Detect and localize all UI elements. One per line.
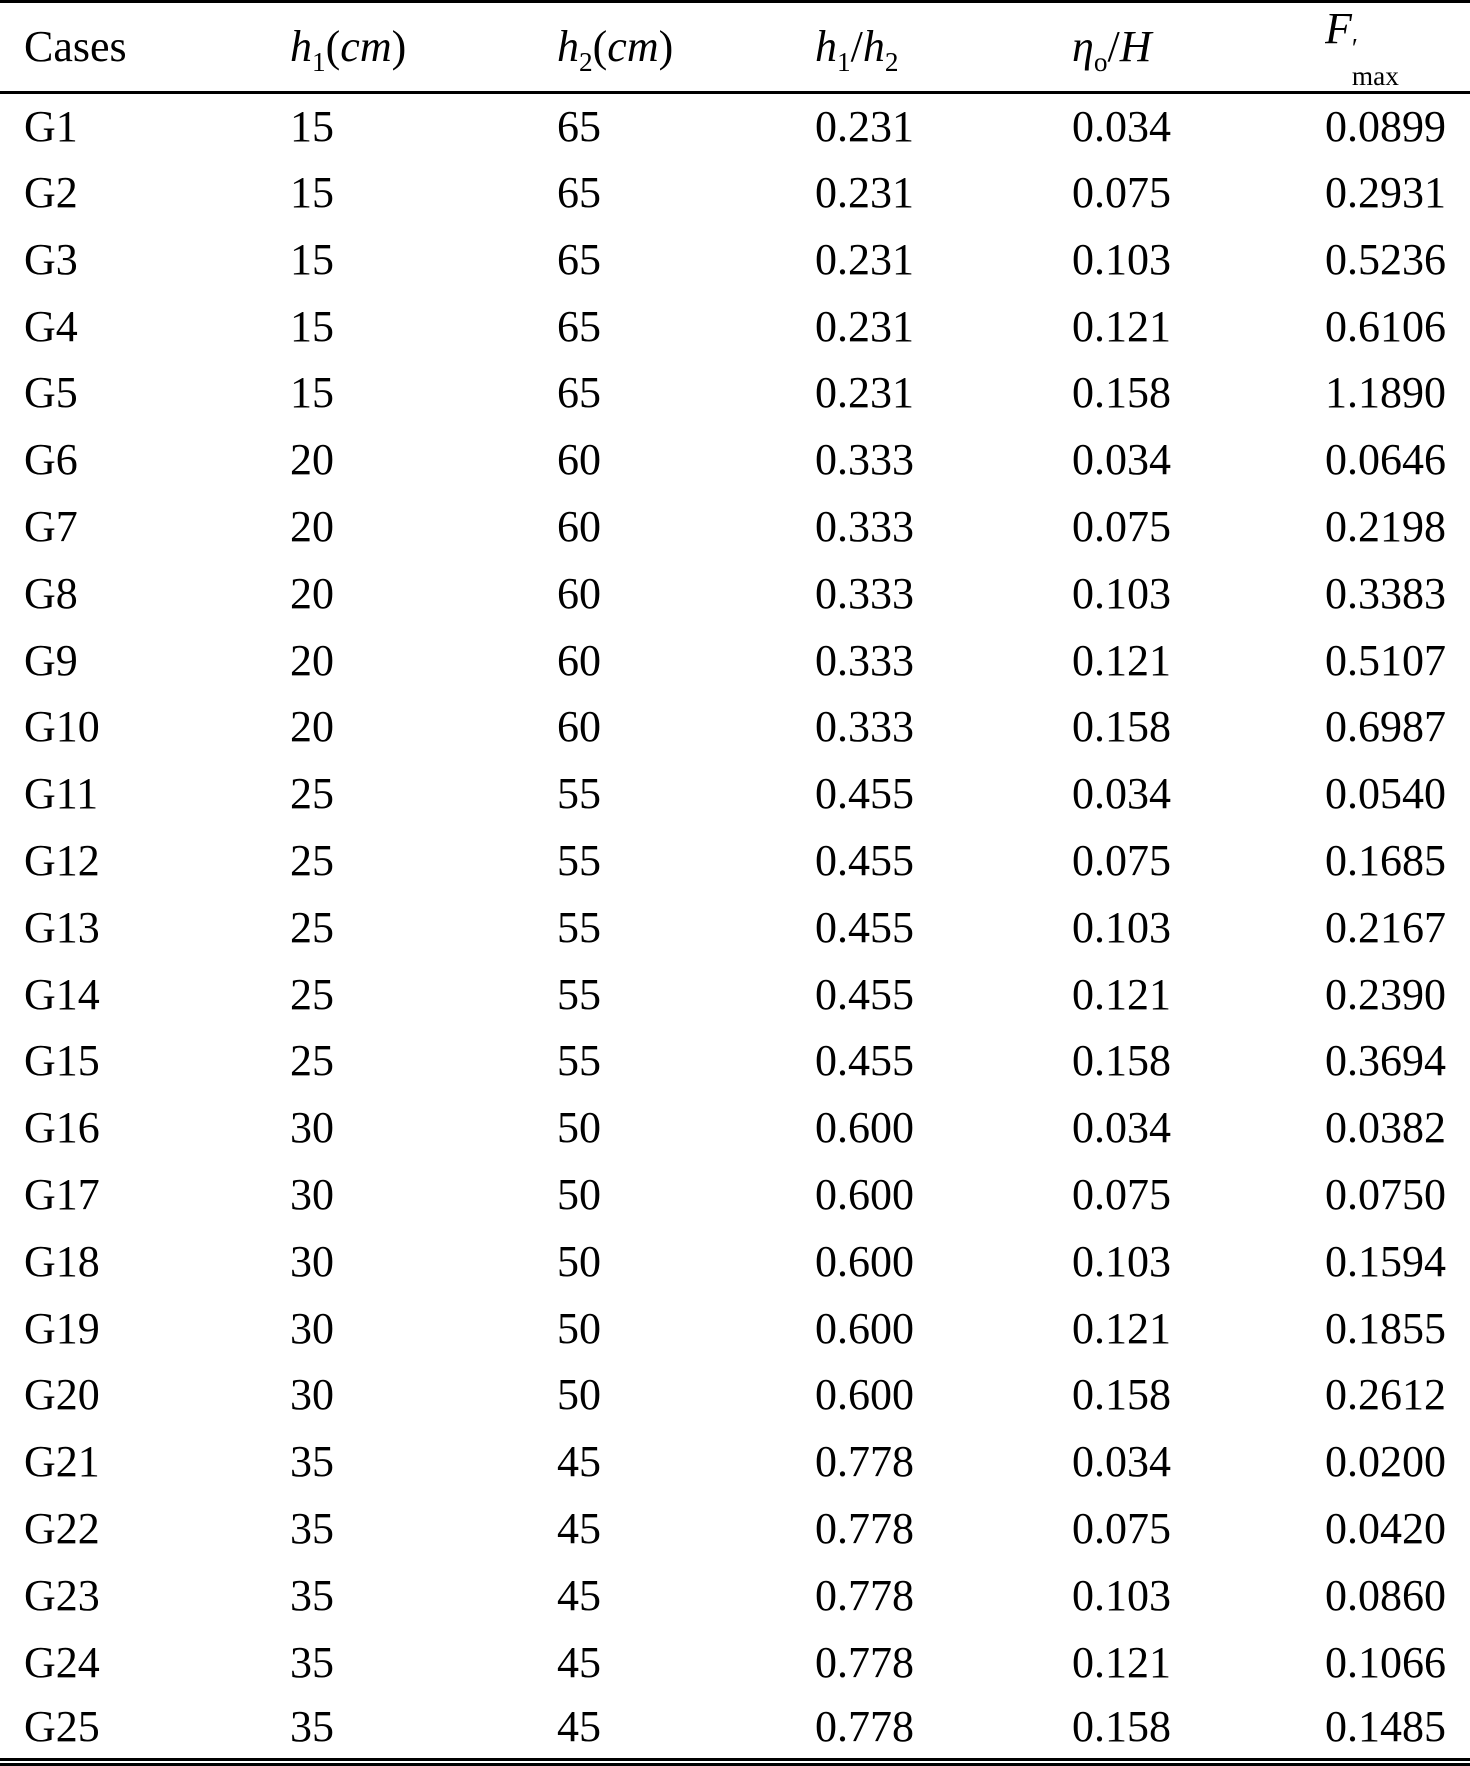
col-header-h1-h2: $h_1/h_2$ <box>815 22 899 78</box>
table-row <box>0 1028 1470 1095</box>
cell-case: G7 <box>24 502 78 552</box>
cell-eta: 0.158 <box>1072 1370 1171 1420</box>
cell-case: G15 <box>24 1036 100 1086</box>
cell-case: G10 <box>24 702 100 752</box>
cell-fmax: 0.0420 <box>1325 1504 1446 1554</box>
table-header-row <box>0 2 1470 93</box>
table-body <box>0 92 1470 1762</box>
cell-case: G17 <box>24 1170 100 1220</box>
cell-ratio: 0.455 <box>815 769 914 819</box>
cell-fmax: 0.6106 <box>1325 301 1446 351</box>
cell-ratio: 0.231 <box>815 234 914 284</box>
cell-h1: 35 <box>290 1570 334 1620</box>
cell-h1: 35 <box>290 1702 334 1752</box>
table-row <box>0 1696 1470 1763</box>
cell-case: G23 <box>24 1570 100 1620</box>
cell-h1: 25 <box>290 902 334 952</box>
cell-h1: 30 <box>290 1170 334 1220</box>
cell-h1: 20 <box>290 635 334 685</box>
table-row <box>0 1428 1470 1495</box>
cell-h2: 45 <box>557 1637 601 1687</box>
cell-h1: 35 <box>290 1437 334 1487</box>
cell-ratio: 0.455 <box>815 1036 914 1086</box>
cell-case: G24 <box>24 1637 100 1687</box>
cell-ratio: 0.333 <box>815 702 914 752</box>
cell-eta: 0.121 <box>1072 301 1171 351</box>
table-row <box>0 1094 1470 1161</box>
cell-case: G6 <box>24 435 78 485</box>
cell-fmax: 0.2390 <box>1325 969 1446 1019</box>
cell-h2: 60 <box>557 568 601 618</box>
cell-eta: 0.034 <box>1072 1437 1171 1487</box>
cell-h1: 15 <box>290 234 334 284</box>
cell-h2: 50 <box>557 1303 601 1353</box>
cell-h1: 15 <box>290 102 334 152</box>
cell-h2: 50 <box>557 1170 601 1220</box>
cell-h2: 60 <box>557 702 601 752</box>
cell-eta: 0.103 <box>1072 902 1171 952</box>
cell-eta: 0.075 <box>1072 502 1171 552</box>
cell-h1: 15 <box>290 168 334 218</box>
cell-eta: 0.158 <box>1072 1702 1171 1752</box>
cell-h2: 50 <box>557 1103 601 1153</box>
table-row <box>0 1228 1470 1295</box>
cell-case: G4 <box>24 301 78 351</box>
cell-fmax: 0.0750 <box>1325 1170 1446 1220</box>
cell-h2: 45 <box>557 1570 601 1620</box>
table-row <box>0 560 1470 627</box>
cell-h2: 65 <box>557 234 601 284</box>
cell-eta: 0.075 <box>1072 836 1171 886</box>
cell-fmax: 0.1594 <box>1325 1236 1446 1286</box>
table-row <box>0 293 1470 360</box>
cell-ratio: 0.455 <box>815 836 914 886</box>
cell-fmax: 0.1855 <box>1325 1303 1446 1353</box>
cell-fmax: 0.0382 <box>1325 1103 1446 1153</box>
cell-fmax: 0.0899 <box>1325 102 1446 152</box>
cell-case: G3 <box>24 234 78 284</box>
cell-fmax: 0.1066 <box>1325 1637 1446 1687</box>
cell-ratio: 0.231 <box>815 102 914 152</box>
cell-h1: 30 <box>290 1303 334 1353</box>
col-header-h1: $h_1(cm)$ <box>290 22 407 78</box>
cell-h1: 30 <box>290 1236 334 1286</box>
cell-case: G9 <box>24 635 78 685</box>
cell-eta: 0.034 <box>1072 1103 1171 1153</box>
cell-case: G5 <box>24 368 78 418</box>
cell-h1: 20 <box>290 435 334 485</box>
cell-fmax: 0.3694 <box>1325 1036 1446 1086</box>
cell-fmax: 0.2167 <box>1325 902 1446 952</box>
cell-eta: 0.121 <box>1072 1303 1171 1353</box>
cell-fmax: 0.0540 <box>1325 769 1446 819</box>
cell-case: G12 <box>24 836 100 886</box>
col-header-fmax: F ′ max <box>1325 4 1399 92</box>
cell-fmax: 1.1890 <box>1325 368 1446 418</box>
cell-case: G11 <box>24 769 99 819</box>
table-row <box>0 1161 1470 1228</box>
cell-ratio: 0.778 <box>815 1637 914 1687</box>
cell-h1: 30 <box>290 1370 334 1420</box>
col-header-cases: Cases <box>24 22 127 72</box>
cell-case: G2 <box>24 168 78 218</box>
cell-h1: 20 <box>290 502 334 552</box>
cell-eta: 0.103 <box>1072 568 1171 618</box>
cell-h2: 60 <box>557 502 601 552</box>
cell-case: G25 <box>24 1702 100 1752</box>
cell-ratio: 0.600 <box>815 1303 914 1353</box>
cell-h2: 45 <box>557 1702 601 1752</box>
cell-h1: 30 <box>290 1103 334 1153</box>
table-row <box>0 1562 1470 1629</box>
table-header <box>0 2 1470 93</box>
cell-eta: 0.121 <box>1072 1637 1171 1687</box>
cell-eta: 0.158 <box>1072 702 1171 752</box>
cell-case: G21 <box>24 1437 100 1487</box>
table-row <box>0 360 1470 427</box>
cell-h1: 35 <box>290 1504 334 1554</box>
cell-ratio: 0.600 <box>815 1370 914 1420</box>
cell-eta: 0.121 <box>1072 969 1171 1019</box>
cell-h2: 55 <box>557 769 601 819</box>
cell-h2: 55 <box>557 902 601 952</box>
table-row <box>0 1362 1470 1429</box>
table-row <box>0 493 1470 560</box>
cell-case: G13 <box>24 902 100 952</box>
cell-ratio: 0.778 <box>815 1504 914 1554</box>
cell-h2: 55 <box>557 1036 601 1086</box>
cell-case: G16 <box>24 1103 100 1153</box>
cell-h2: 50 <box>557 1236 601 1286</box>
cell-ratio: 0.333 <box>815 568 914 618</box>
cell-eta: 0.075 <box>1072 1170 1171 1220</box>
cell-h2: 65 <box>557 168 601 218</box>
cell-ratio: 0.778 <box>815 1702 914 1752</box>
table-row <box>0 694 1470 761</box>
table-row <box>0 1629 1470 1696</box>
cell-fmax: 0.2612 <box>1325 1370 1446 1420</box>
cell-eta: 0.034 <box>1072 435 1171 485</box>
cell-h2: 60 <box>557 435 601 485</box>
cell-h1: 15 <box>290 301 334 351</box>
cell-fmax: 0.2931 <box>1325 168 1446 218</box>
cell-eta: 0.158 <box>1072 368 1171 418</box>
cell-eta: 0.158 <box>1072 1036 1171 1086</box>
cell-case: G18 <box>24 1236 100 1286</box>
cell-ratio: 0.455 <box>815 902 914 952</box>
cell-ratio: 0.600 <box>815 1103 914 1153</box>
cell-eta: 0.075 <box>1072 1504 1171 1554</box>
cell-fmax: 0.0646 <box>1325 435 1446 485</box>
cell-ratio: 0.600 <box>815 1236 914 1286</box>
cell-h2: 55 <box>557 969 601 1019</box>
cell-case: G8 <box>24 568 78 618</box>
cell-fmax: 0.6987 <box>1325 702 1446 752</box>
cell-ratio: 0.455 <box>815 969 914 1019</box>
col-header-eta-H: $\eta_o/H$ <box>1072 22 1152 78</box>
cell-ratio: 0.778 <box>815 1570 914 1620</box>
cell-fmax: 0.1485 <box>1325 1702 1446 1752</box>
col-header-h2: $h_2(cm)$ <box>557 22 674 78</box>
cell-fmax: 0.1685 <box>1325 836 1446 886</box>
table-row <box>0 92 1470 159</box>
cell-eta: 0.034 <box>1072 102 1171 152</box>
cell-ratio: 0.231 <box>815 301 914 351</box>
cell-fmax: 0.3383 <box>1325 568 1446 618</box>
cell-fmax: 0.5107 <box>1325 635 1446 685</box>
cell-h2: 55 <box>557 836 601 886</box>
cell-case: G22 <box>24 1504 100 1554</box>
table-row <box>0 1295 1470 1362</box>
cell-eta: 0.121 <box>1072 635 1171 685</box>
cell-fmax: 0.2198 <box>1325 502 1446 552</box>
table-row <box>0 894 1470 961</box>
table-row <box>0 760 1470 827</box>
cell-case: G1 <box>24 102 78 152</box>
cell-h2: 45 <box>557 1437 601 1487</box>
table-row <box>0 226 1470 293</box>
cell-ratio: 0.231 <box>815 168 914 218</box>
table-row <box>0 1495 1470 1562</box>
table-row <box>0 159 1470 226</box>
cell-fmax: 0.0200 <box>1325 1437 1446 1487</box>
cell-ratio: 0.231 <box>815 368 914 418</box>
table-row <box>0 627 1470 694</box>
cell-eta: 0.075 <box>1072 168 1171 218</box>
cell-h2: 50 <box>557 1370 601 1420</box>
cell-h1: 25 <box>290 769 334 819</box>
cell-ratio: 0.333 <box>815 502 914 552</box>
table-row <box>0 426 1470 493</box>
table-row <box>0 961 1470 1028</box>
cell-ratio: 0.600 <box>815 1170 914 1220</box>
cell-h1: 15 <box>290 368 334 418</box>
cell-h2: 65 <box>557 102 601 152</box>
cell-eta: 0.034 <box>1072 769 1171 819</box>
cell-case: G19 <box>24 1303 100 1353</box>
cell-h1: 20 <box>290 568 334 618</box>
cell-h2: 65 <box>557 368 601 418</box>
cell-h2: 65 <box>557 301 601 351</box>
table-row <box>0 827 1470 894</box>
cell-h1: 25 <box>290 836 334 886</box>
cell-h1: 25 <box>290 969 334 1019</box>
cell-eta: 0.103 <box>1072 234 1171 284</box>
cell-case: G20 <box>24 1370 100 1420</box>
cell-h1: 20 <box>290 702 334 752</box>
cell-eta: 0.103 <box>1072 1236 1171 1286</box>
cell-fmax: 0.5236 <box>1325 234 1446 284</box>
cell-fmax: 0.0860 <box>1325 1570 1446 1620</box>
cell-ratio: 0.333 <box>815 635 914 685</box>
cell-h2: 60 <box>557 635 601 685</box>
cell-ratio: 0.778 <box>815 1437 914 1487</box>
cell-h2: 45 <box>557 1504 601 1554</box>
cell-eta: 0.103 <box>1072 1570 1171 1620</box>
cell-ratio: 0.333 <box>815 435 914 485</box>
cell-h1: 35 <box>290 1637 334 1687</box>
cell-h1: 25 <box>290 1036 334 1086</box>
cell-case: G14 <box>24 969 100 1019</box>
